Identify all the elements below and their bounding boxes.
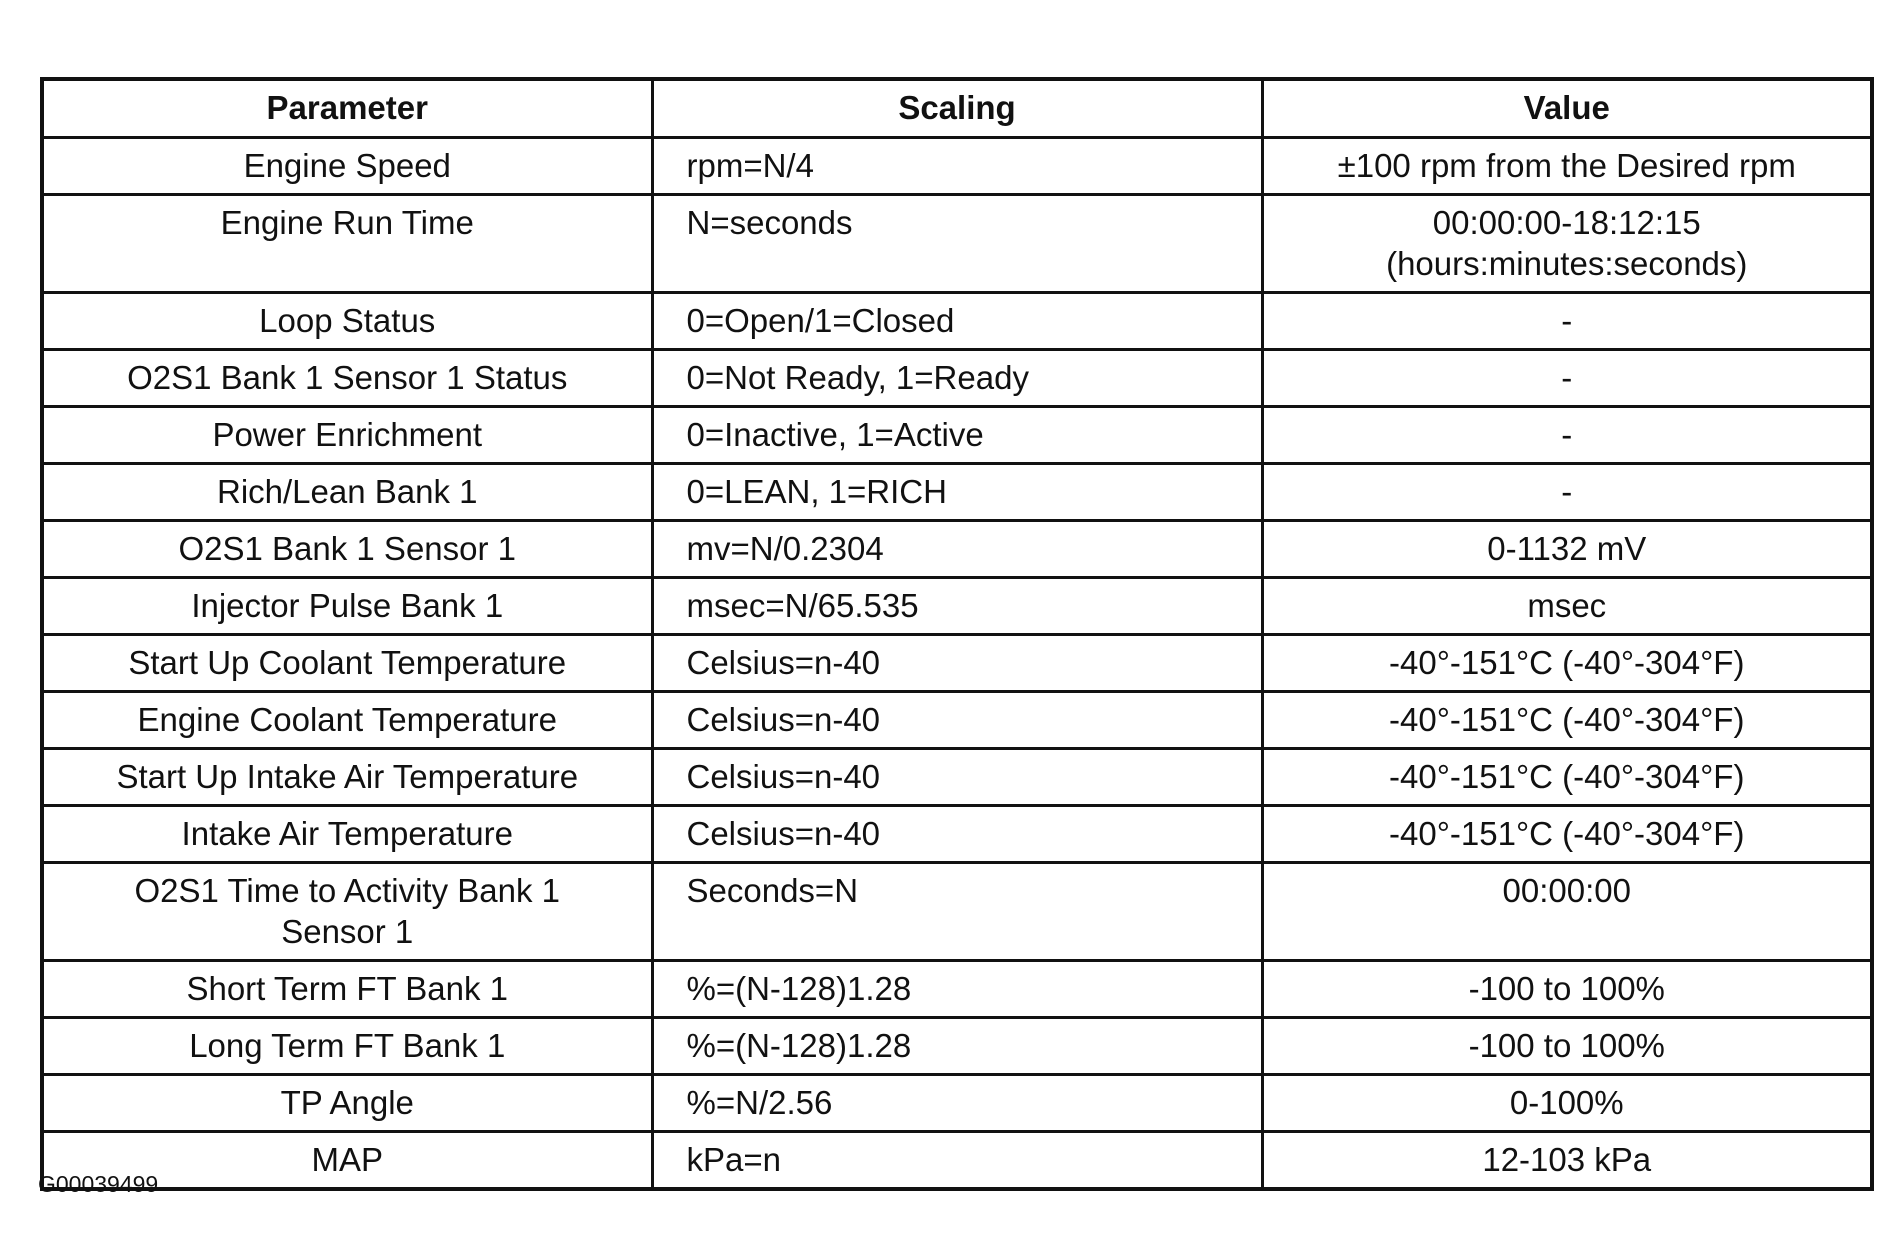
table-row	[42, 407, 1872, 464]
value-text: -40°-151°C (-40°-304°F)	[1389, 758, 1745, 795]
cell-scaling: mv=N/0.2304	[652, 521, 1262, 578]
value-text: -	[1561, 302, 1573, 339]
cell-value	[1262, 692, 1872, 749]
cell-value	[1262, 1018, 1872, 1075]
header-scaling: Scaling	[652, 79, 1262, 138]
value-text: msec	[1527, 587, 1607, 624]
parameter-text: TP Angle	[280, 1084, 414, 1121]
cell-value	[1262, 138, 1872, 195]
parameter-text: Start Up Intake Air Temperature	[116, 758, 579, 795]
parameter-text: Injector Pulse Bank 1	[191, 587, 504, 624]
parameter-text: Short Term FT Bank 1	[186, 970, 509, 1007]
cell-value	[1262, 195, 1872, 293]
cell-scaling: %=(N-128)1.28	[652, 1018, 1262, 1075]
table-body	[42, 138, 1872, 1190]
parameter-text: Loop Status	[259, 302, 436, 339]
value-text: -40°-151°C (-40°-304°F)	[1389, 644, 1745, 681]
cell-parameter	[42, 692, 652, 749]
value-text: -	[1561, 359, 1573, 396]
table-row	[42, 195, 1872, 293]
parameter-text: Engine Run Time	[220, 204, 474, 241]
table-header-row	[42, 79, 1872, 138]
cell-scaling: Celsius=n-40	[652, 749, 1262, 806]
table-row	[42, 138, 1872, 195]
table-row	[42, 806, 1872, 863]
cell-parameter	[42, 293, 652, 350]
table-row	[42, 1132, 1872, 1190]
header-parameter: Parameter	[42, 79, 652, 138]
value-text: -40°-151°C (-40°-304°F)	[1389, 815, 1745, 852]
parameter-text: O2S1 Time to Activity Bank 1	[134, 872, 561, 909]
value-text: -100 to 100%	[1468, 1027, 1665, 1064]
parameter-text: O2S1 Bank 1 Sensor 1	[178, 530, 517, 567]
cell-value	[1262, 521, 1872, 578]
table-row	[42, 350, 1872, 407]
cell-scaling: Seconds=N	[652, 863, 1262, 961]
parameter-text: Power Enrichment	[212, 416, 483, 453]
value-text: 00:00:00	[1502, 872, 1631, 909]
value-text: -40°-151°C (-40°-304°F)	[1389, 701, 1745, 738]
cell-parameter	[42, 578, 652, 635]
parameter-text: MAP	[311, 1141, 383, 1178]
cell-value	[1262, 863, 1872, 961]
cell-scaling: %=(N-128)1.28	[652, 961, 1262, 1018]
value-text: -	[1561, 473, 1573, 510]
table-row	[42, 578, 1872, 635]
parameter-table-container	[40, 77, 1870, 1191]
table-row	[42, 1018, 1872, 1075]
value-text: 0-1132 mV	[1487, 530, 1647, 567]
cell-parameter	[42, 635, 652, 692]
cell-parameter	[42, 961, 652, 1018]
parameter-table	[40, 77, 1874, 1191]
table-row	[42, 749, 1872, 806]
cell-parameter	[42, 138, 652, 195]
cell-scaling: Celsius=n-40	[652, 806, 1262, 863]
cell-scaling: Celsius=n-40	[652, 635, 1262, 692]
header-value: Value	[1262, 79, 1872, 138]
parameter-text: Engine Coolant Temperature	[137, 701, 557, 738]
cell-value	[1262, 464, 1872, 521]
cell-value	[1262, 806, 1872, 863]
value-text: 0-100%	[1509, 1084, 1624, 1121]
parameter-text: Long Term FT Bank 1	[189, 1027, 506, 1064]
value-text: (hours:minutes:seconds)	[1386, 245, 1748, 282]
cell-value	[1262, 407, 1872, 464]
cell-parameter	[42, 863, 652, 961]
cell-scaling: %=N/2.56	[652, 1075, 1262, 1132]
cell-value	[1262, 293, 1872, 350]
table-row	[42, 293, 1872, 350]
cell-scaling: rpm=N/4	[652, 138, 1262, 195]
cell-scaling: 0=Open/1=Closed	[652, 293, 1262, 350]
cell-value	[1262, 1132, 1872, 1190]
figure-id: G00039499	[38, 1171, 159, 1197]
value-text: -100 to 100%	[1468, 970, 1665, 1007]
parameter-text: O2S1 Bank 1 Sensor 1 Status	[127, 359, 568, 396]
table-row	[42, 692, 1872, 749]
cell-scaling: N=seconds	[652, 195, 1262, 293]
cell-value	[1262, 1075, 1872, 1132]
cell-scaling: 0=Not Ready, 1=Ready	[652, 350, 1262, 407]
table-row	[42, 961, 1872, 1018]
table-row	[42, 1075, 1872, 1132]
table-row	[42, 521, 1872, 578]
table-row	[42, 464, 1872, 521]
parameter-text: Intake Air Temperature	[181, 815, 513, 852]
cell-scaling: kPa=n	[652, 1132, 1262, 1190]
parameter-text: Start Up Coolant Temperature	[128, 644, 567, 681]
cell-value	[1262, 749, 1872, 806]
cell-parameter	[42, 1018, 652, 1075]
value-text: -	[1561, 416, 1573, 453]
cell-parameter	[42, 407, 652, 464]
parameter-text: Engine Speed	[243, 147, 451, 184]
cell-scaling: 0=LEAN, 1=RICH	[652, 464, 1262, 521]
cell-value	[1262, 961, 1872, 1018]
cell-parameter	[42, 195, 652, 293]
cell-parameter	[42, 521, 652, 578]
table-row	[42, 863, 1872, 961]
cell-scaling: Celsius=n-40	[652, 692, 1262, 749]
cell-value	[1262, 635, 1872, 692]
cell-value	[1262, 578, 1872, 635]
cell-scaling: 0=Inactive, 1=Active	[652, 407, 1262, 464]
cell-parameter	[42, 749, 652, 806]
cell-parameter	[42, 806, 652, 863]
value-text: ±100 rpm from the Desired rpm	[1337, 147, 1796, 184]
cell-scaling: msec=N/65.535	[652, 578, 1262, 635]
table-row	[42, 635, 1872, 692]
cell-parameter	[42, 350, 652, 407]
cell-value	[1262, 350, 1872, 407]
cell-parameter	[42, 464, 652, 521]
cell-parameter	[42, 1075, 652, 1132]
parameter-text: Sensor 1	[281, 913, 414, 950]
parameter-text: Rich/Lean Bank 1	[216, 473, 478, 510]
value-text: 12-103 kPa	[1482, 1141, 1652, 1178]
value-text: 00:00:00-18:12:15	[1432, 204, 1701, 241]
